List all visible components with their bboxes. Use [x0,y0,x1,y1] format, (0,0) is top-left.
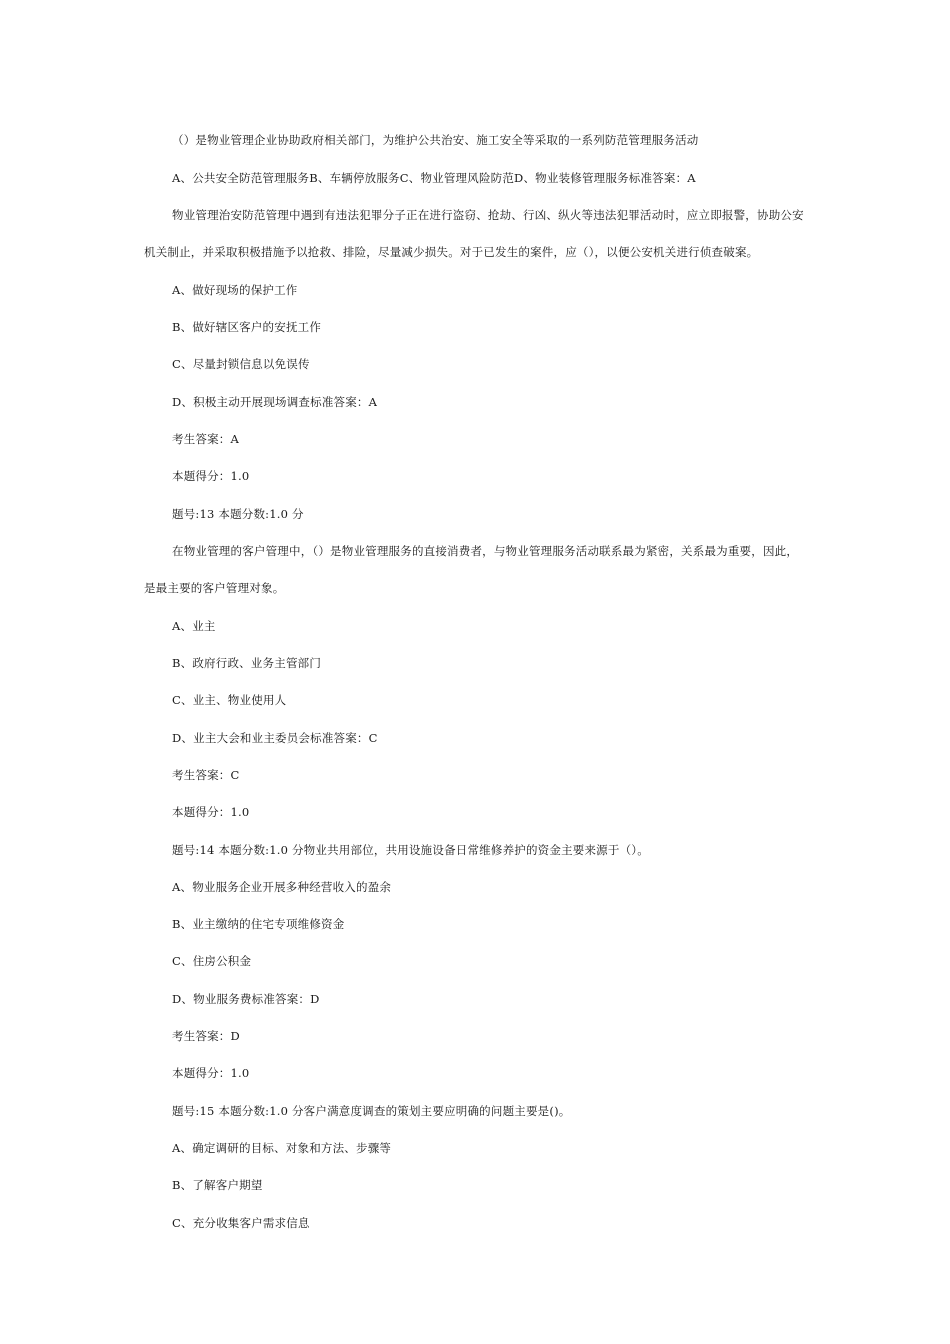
question-stem-line-2: 机关制止，并采取积极措施予以抢救、排险，尽量减少损失。对于已发生的案件，应（），以便公安机关进行侦查破案。 [144,245,759,259]
question-13-stem-line-2: 是最主要的客户管理对象。 [144,581,285,595]
question-13-stem-line-1: 在物业管理的客户管理中，（）是物业管理服务的直接消费者，与物业管理服务活动联系最为紧密，关系最为重要，因此， [172,544,799,558]
question-12-prev-options: A、公共安全防范管理服务B、车辆停放服务C、物业管理风险防范D、物业装修管理服务标准答案：A [172,171,696,185]
q13-option-c: C、业主、物业使用人 [172,693,287,707]
q15-option-b: B、了解客户期望 [172,1178,263,1192]
q13-candidate-answer: 考生答案：C [172,768,240,782]
q14-candidate-answer: 考生答案：D [172,1029,240,1043]
q13-option-d-standard-answer: D、业主大会和业主委员会标准答案：C [172,731,378,745]
question-12-prev-stem: （）是物业管理企业协助政府相关部门，为维护公共治安、施工安全等采取的一系列防范管理服务活动 [172,133,699,147]
q15-option-c: C、充分收集客户需求信息 [172,1216,310,1230]
option-b: B、做好辖区客户的安抚工作 [172,320,322,334]
candidate-answer: 考生答案：A [172,432,240,446]
option-d-standard-answer: D、积极主动开展现场调查标准答案：A [172,395,378,409]
question-13-header: 题号:13 本题分数:1.0 分 [172,507,304,521]
q14-option-c: C、住房公积金 [172,954,252,968]
question-score: 本题得分：1.0 [172,469,250,483]
question-stem-line-1: 物业管理治安防范管理中遇到有违法犯罪分子正在进行盗窃、抢劫、行凶、纵火等违法犯罪活动时，应立即报警，协助公安 [172,208,804,222]
q14-option-b: B、业主缴纳的住宅专项维修资金 [172,917,345,931]
q13-option-a: A、业主 [172,619,216,633]
q13-option-b: B、政府行政、业务主管部门 [172,656,322,670]
option-a: A、做好现场的保护工作 [172,283,298,297]
q15-option-a: A、确定调研的目标、对象和方法、步骤等 [172,1141,392,1155]
question-15-header-stem: 题号:15 本题分数:1.0 分客户满意度调查的策划主要应明确的问题主要是()。 [172,1104,571,1118]
q14-score: 本题得分：1.0 [172,1066,250,1080]
question-14-header-stem: 题号:14 本题分数:1.0 分物业共用部位，共用设施设备日常维修养护的资金主要来源于（）。 [172,843,649,857]
option-c: C、尽量封锁信息以免误传 [172,357,310,371]
q14-option-a: A、物业服务企业开展多种经营收入的盈余 [172,880,392,894]
q13-score: 本题得分：1.0 [172,805,250,819]
q14-option-d-standard-answer: D、物业服务费标准答案：D [172,992,320,1006]
